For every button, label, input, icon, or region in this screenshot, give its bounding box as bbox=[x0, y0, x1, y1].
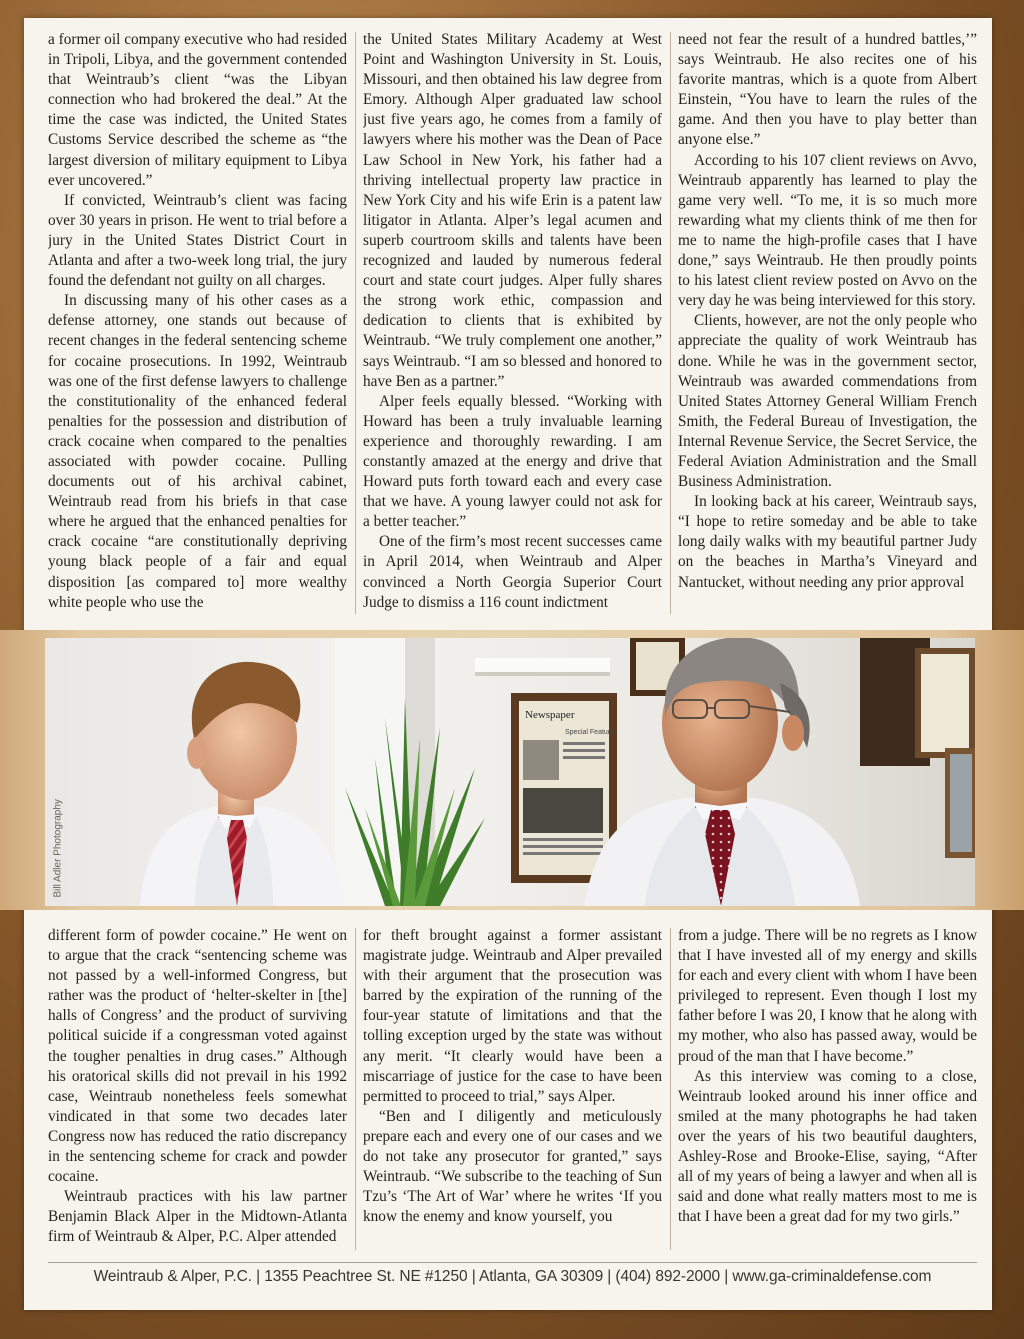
article-paragraph: As this interview was coming to a close, Weintraub looked around his inner office and smiled at the many photographs he had taken over the years of his two beautiful daughters, Ashley-Rose and Brooke-Elise, saying, “After all of my years of being a lawyer and when all is said and done what really matters most to me is that I have been a great dad for my two girls.” bbox=[678, 1067, 977, 1226]
article-paragraph: Weintraub practices with his law partner Benjamin Black Alper in the Midtown-Atlanta firm of Weintraub & Alper, P.C. Alper attended bbox=[48, 1188, 347, 1246]
article-column-3 bbox=[678, 30, 977, 615]
article-paragraph: different form of powder cocaine.” He went on to argue that the crack “sentencing scheme was not passed by a well-informed Congress, but rather was the product of ‘helter-skelter in [the] halls of Congress’ and the product of surviving political suicide if a congressman voted against the tougher penalties in drug cases.” Although his oratorical skills did not prevail in his 1992 case, Weintraub nonetheless feels somewhat vindicated in that some two decades later Congress now has reduced the ratio discrepancy in the sentencing scheme for crack and powder cocaine. bbox=[48, 927, 347, 1186]
article-paragraph: In looking back at his career, Weintraub says, “I hope to retire someday and be able to take long daily walks with my beautiful partner Judy on the beaches in Martha’s Vineyard and Nantucket, without needing any prior approval bbox=[678, 493, 977, 591]
article-column-2 bbox=[363, 30, 662, 615]
article-paragraph: In discussing many of his other cases as a defense attorney, one stands out because of recent changes in the federal sentencing scheme for cocaine prosecutions. In 1992, Weintraub was one of the first defense lawyers to challenge the constitutionality of the enhanced federal penalties for the possession and distribution of crack cocaine when compared to the penalties associated with powder cocaine. Pulling documents out of his archival cabinet, Weintraub read from his briefs in that case where he argued that the enhanced penalties for crack cocaine “are constitutionally depriving young black people of a fair and equal disposition [as compared to] more wealthy white people who use the bbox=[48, 292, 347, 611]
column-divider bbox=[355, 32, 356, 614]
article-paragraph: Alper feels equally blessed. “Working with Howard has been a truly invaluable learning experience and thoroughly rewarding. I am constantly amazed at the energy and drive that Howard puts forth toward each and every case that we have. A young lawyer could not ask for a better teacher.” bbox=[363, 392, 662, 531]
column-divider bbox=[355, 928, 356, 1250]
newspaper-subhead: Special Feature bbox=[565, 729, 615, 736]
photo-credit-text: Bill Adler Photography bbox=[52, 799, 64, 898]
article-column-3-continued bbox=[678, 926, 977, 1254]
bottom-columns bbox=[48, 926, 977, 1254]
article-paragraph: If convicted, Weintraub’s client was facing over 30 years in prison. He went to trial before a jury in the United States District Court in Atlanta and after a two-week long trial, the jury found the defendant not guilty on all charges. bbox=[48, 191, 347, 290]
article-column-1-continued bbox=[48, 926, 347, 1254]
article-column-2-continued bbox=[363, 926, 662, 1254]
column-divider bbox=[670, 32, 671, 614]
footer-rule bbox=[48, 1262, 977, 1263]
photo-credit bbox=[50, 780, 66, 900]
article-paragraph: According to his 107 client reviews on Avvo, Weintraub apparently has learned to play the game very well. “To me, it is so much more rewarding what my clients think of me then for me to name the high-profile cases that I have done,” says Weintraub. He then proudly points to his latest client review posted on Avvo on the very day he was being interviewed for this story. bbox=[678, 151, 977, 310]
attorneys-photo bbox=[45, 638, 975, 906]
article-paragraph: the United States Military Academy at West Point and Washington University in St. Louis, Missouri, and then obtained his law degree from Emory. Although Alper graduated law school just five years ago, he comes from a family of lawyers where his mother was the Dean of Pace Law School in New York, his father had a thriving intellectual property law practice in New York City and his wife Erin is a patent law litigator in Atlanta. Alper’s legal acumen and superb courtroom skills and talents have been recognized and lauded by numerous federal court and state court judges. Alper fully shares the strong work ethic, compassion and dedication to clients that is exhibited by Weintraub. “We truly complement one another,” says Weintraub. “I am so blessed and honored to have Ben as a partner.” bbox=[363, 31, 662, 390]
article-column-1 bbox=[48, 30, 347, 615]
photo-illustration bbox=[45, 638, 975, 906]
article-paragraph: “Ben and I diligently and meticulously prepare each and every one of our cases and we do not take any prosecutor for granted,” says Weintraub. “We subscribe to the teaching of Sun Tzu’s ‘The Art of War’ where he writes ‘If you know the enemy and know yourself, you bbox=[363, 1107, 662, 1226]
article-paragraph: One of the firm’s most recent successes came in April 2014, when Weintraub and Alper convinced a North Georgia Superior Court Judge to dismiss a 116 count indictment bbox=[363, 533, 662, 611]
article-paragraph: a former oil company executive who had resided in Tripoli, Libya, and the government contended that Weintraub’s client “was the Libyan connection who had brokered the deal.” At the time the case was indicted, the United States Customs Service described the scheme as “the largest diversion of military equipment to Libya ever uncovered.” bbox=[48, 31, 347, 189]
article-paragraph: need not fear the result of a hundred battles,’” says Weintraub. He also recites one of his favorite mantras, which is a quote from Albert Einstein, “You have to learn the rules of the game. And then you have to play better than anyone else.” bbox=[678, 31, 977, 149]
newspaper-masthead: Newspaper bbox=[525, 709, 575, 721]
top-columns bbox=[48, 30, 977, 615]
article-paragraph: from a judge. There will be no regrets as I know that I have invested all of my energy and skills for each and every client with whom I have been privileged to represent. Even though I lost my father before I was 20, I know that he along with my mother, who also has passed away, would be proud of the man that I have become.” bbox=[678, 927, 977, 1065]
footer-contact: Weintraub & Alper, P.C. | 1355 Peachtree St. NE #1250 | Atlanta, GA 30309 | (404) 892-2000 | www.ga-criminaldefense.com bbox=[93, 1268, 932, 1285]
column-divider bbox=[670, 928, 671, 1250]
article-paragraph: Clients, however, are not the only people who appreciate the quality of work Weintraub has done. While he was in the government sector, Weintraub was awarded commendations from United States Attorney General William French Smith, the Federal Bureau of Investigation, the Internal Revenue Service, the Secret Service, the Federal Aviation Administration and the Small Business Administration. bbox=[678, 312, 977, 491]
article-paragraph: for theft brought against a former assistant magistrate judge. Weintraub and Alper prevailed with their argument that the prosecution was barred by the expiration of the running of the four-year statute of limitations and that the tolling exception urged by the state was without any merit. “It clearly would have been a miscarriage of justice for the case to have been permitted to proceed to trial,” says Alper. bbox=[363, 927, 662, 1105]
